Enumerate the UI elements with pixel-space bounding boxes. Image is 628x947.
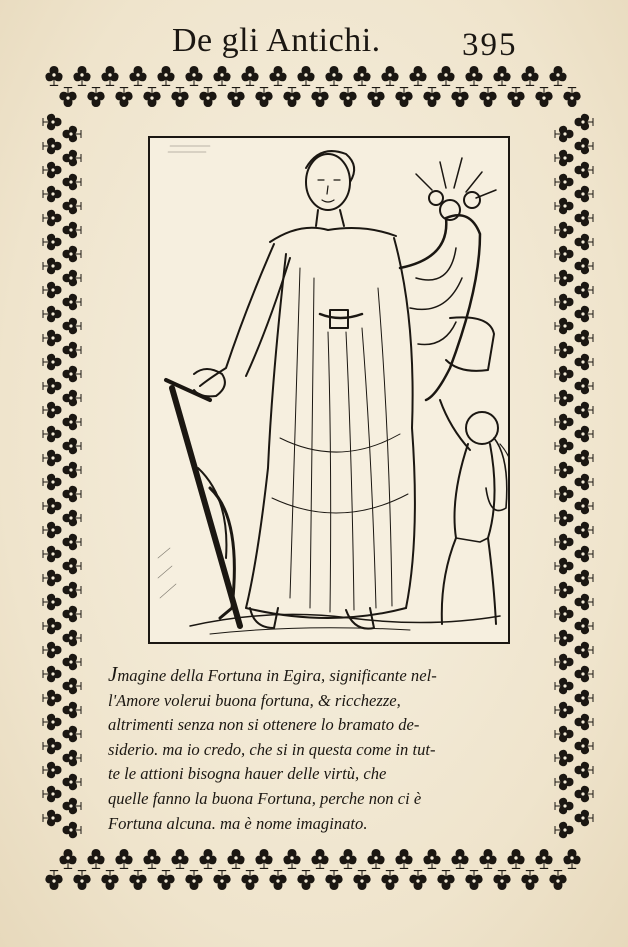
fleuron-icon <box>43 522 61 537</box>
fleuron-icon <box>63 750 81 765</box>
fleuron-icon <box>63 270 81 285</box>
fleuron-icon <box>63 150 81 165</box>
fleuron-icon <box>575 666 593 681</box>
fleuron-icon <box>63 390 81 405</box>
fleuron-icon <box>555 798 573 813</box>
fleuron-icon <box>494 871 510 890</box>
fleuron-icon <box>74 871 90 890</box>
fleuron-icon <box>575 474 593 489</box>
fleuron-icon <box>494 67 510 86</box>
fleuron-icon <box>575 450 593 465</box>
fleuron-icon <box>326 871 342 890</box>
fleuron-icon <box>60 88 76 107</box>
fleuron-icon <box>43 330 61 345</box>
fleuron-icon <box>43 282 61 297</box>
fleuron-icon <box>424 850 440 869</box>
fleuron-icon <box>452 88 468 107</box>
fleuron-icon <box>522 67 538 86</box>
fleuron-icon <box>396 850 412 869</box>
fleuron-icon <box>116 850 132 869</box>
fleuron-icon <box>43 738 61 753</box>
fleuron-icon <box>46 871 62 890</box>
fleuron-icon <box>43 306 61 321</box>
fleuron-icon <box>63 342 81 357</box>
caption-text <box>108 662 544 836</box>
fleuron-icon <box>228 88 244 107</box>
fleuron-icon <box>575 642 593 657</box>
fleuron-icon <box>575 594 593 609</box>
fleuron-icon <box>555 150 573 165</box>
fleuron-icon <box>312 88 328 107</box>
fleuron-icon <box>130 67 146 86</box>
fleuron-icon <box>63 798 81 813</box>
fleuron-icon <box>575 258 593 273</box>
fleuron-icon <box>396 88 412 107</box>
fleuron-icon <box>43 570 61 585</box>
fleuron-icon <box>43 810 61 825</box>
fleuron-icon <box>228 850 244 869</box>
fleuron-icon <box>63 222 81 237</box>
fleuron-icon <box>242 871 258 890</box>
fleuron-icon <box>555 606 573 621</box>
fleuron-icon <box>466 871 482 890</box>
fleuron-icon <box>555 318 573 333</box>
fleuron-icon <box>158 67 174 86</box>
fleuron-icon <box>43 426 61 441</box>
fleuron-icon <box>172 850 188 869</box>
fleuron-icon <box>63 726 81 741</box>
fleuron-icon <box>63 318 81 333</box>
caption-line: siderio. ma io credo, che si in questa come in tut- <box>108 739 436 759</box>
woodcut-illustration <box>148 136 510 644</box>
caption-line: quelle fanno la buona Fortuna, perche non ci è <box>108 788 422 808</box>
fleuron-icon <box>575 378 593 393</box>
fleuron-icon <box>564 850 580 869</box>
fleuron-icon <box>43 450 61 465</box>
fleuron-icon <box>43 546 61 561</box>
fleuron-icon <box>575 306 593 321</box>
fleuron-icon <box>368 850 384 869</box>
fleuron-icon <box>298 871 314 890</box>
fleuron-icon <box>550 871 566 890</box>
fleuron-icon <box>555 702 573 717</box>
fleuron-icon <box>382 67 398 86</box>
fleuron-icon <box>555 390 573 405</box>
fleuron-icon <box>555 822 573 837</box>
fleuron-icon <box>74 67 90 86</box>
fleuron-icon <box>575 810 593 825</box>
fleuron-icon <box>466 67 482 86</box>
fleuron-icon <box>575 402 593 417</box>
fleuron-icon <box>43 474 61 489</box>
fleuron-icon <box>555 654 573 669</box>
fleuron-icon <box>575 426 593 441</box>
fleuron-icon <box>368 88 384 107</box>
fleuron-icon <box>555 366 573 381</box>
fleuron-icon <box>340 850 356 869</box>
fleuron-icon <box>43 642 61 657</box>
fleuron-icon <box>555 750 573 765</box>
page-number: 395 <box>462 27 518 63</box>
fleuron-icon <box>43 498 61 513</box>
fleuron-icon <box>326 67 342 86</box>
fortune-figure-icon <box>150 138 508 642</box>
fleuron-icon <box>214 67 230 86</box>
fleuron-icon <box>63 198 81 213</box>
fleuron-icon <box>43 402 61 417</box>
fleuron-icon <box>102 871 118 890</box>
fleuron-icon <box>186 871 202 890</box>
fleuron-icon <box>270 67 286 86</box>
fleuron-icon <box>575 570 593 585</box>
fleuron-icon <box>43 786 61 801</box>
fleuron-icon <box>575 330 593 345</box>
fleuron-icon <box>564 88 580 107</box>
fleuron-icon <box>508 88 524 107</box>
fleuron-icon <box>284 88 300 107</box>
fleuron-icon <box>63 654 81 669</box>
fleuron-icon <box>60 850 76 869</box>
fleuron-icon <box>555 510 573 525</box>
fleuron-icon <box>43 714 61 729</box>
fleuron-icon <box>438 67 454 86</box>
fleuron-icon <box>46 67 62 86</box>
fleuron-icon <box>480 850 496 869</box>
caption-line: Fortuna alcuna. ma è nome imaginato. <box>108 813 368 833</box>
fleuron-icon <box>63 438 81 453</box>
fleuron-icon <box>452 850 468 869</box>
fleuron-icon <box>522 871 538 890</box>
fleuron-icon <box>43 618 61 633</box>
fleuron-icon <box>256 850 272 869</box>
fleuron-icon <box>555 582 573 597</box>
fleuron-icon <box>424 88 440 107</box>
fleuron-icon <box>555 774 573 789</box>
fleuron-icon <box>200 88 216 107</box>
fleuron-icon <box>63 126 81 141</box>
fleuron-icon <box>312 850 328 869</box>
fleuron-icon <box>63 414 81 429</box>
fleuron-icon <box>63 174 81 189</box>
fleuron-icon <box>575 138 593 153</box>
fleuron-icon <box>382 871 398 890</box>
fleuron-icon <box>242 67 258 86</box>
fleuron-icon <box>43 114 61 129</box>
fleuron-icon <box>63 294 81 309</box>
fleuron-icon <box>63 366 81 381</box>
fleuron-icon <box>555 414 573 429</box>
fleuron-icon <box>555 462 573 477</box>
fleuron-icon <box>43 762 61 777</box>
fleuron-icon <box>63 510 81 525</box>
fleuron-icon <box>270 871 286 890</box>
fleuron-icon <box>575 738 593 753</box>
fleuron-icon <box>63 462 81 477</box>
fleuron-icon <box>575 162 593 177</box>
fleuron-icon <box>88 88 104 107</box>
fleuron-icon <box>555 438 573 453</box>
caption-line: l'Amore volerui buona fortuna, & ricchezze, <box>108 690 401 710</box>
fleuron-icon <box>575 618 593 633</box>
fleuron-icon <box>575 186 593 201</box>
fleuron-icon <box>63 582 81 597</box>
fleuron-icon <box>508 850 524 869</box>
fleuron-icon <box>555 678 573 693</box>
fleuron-icon <box>575 282 593 297</box>
fleuron-icon <box>43 138 61 153</box>
fleuron-icon <box>63 534 81 549</box>
caption-line: te le attioni bisogna hauer delle virtù, che <box>108 764 387 784</box>
fleuron-icon <box>63 702 81 717</box>
fleuron-icon <box>536 850 552 869</box>
fleuron-icon <box>43 378 61 393</box>
fleuron-icon <box>438 871 454 890</box>
fleuron-icon <box>102 67 118 86</box>
fleuron-icon <box>63 630 81 645</box>
fleuron-icon <box>340 88 356 107</box>
fleuron-icon <box>284 850 300 869</box>
fleuron-icon <box>63 678 81 693</box>
fleuron-icon <box>555 294 573 309</box>
fleuron-icon <box>43 234 61 249</box>
fleuron-icon <box>575 114 593 129</box>
fleuron-icon <box>43 354 61 369</box>
fleuron-icon <box>536 88 552 107</box>
running-title: De gli Antichi. <box>172 22 381 59</box>
fleuron-icon <box>43 186 61 201</box>
fleuron-icon <box>144 88 160 107</box>
fleuron-icon <box>200 850 216 869</box>
fleuron-icon <box>63 558 81 573</box>
fleuron-icon <box>550 67 566 86</box>
fleuron-icon <box>63 774 81 789</box>
fleuron-icon <box>555 126 573 141</box>
fleuron-icon <box>43 258 61 273</box>
fleuron-icon <box>575 522 593 537</box>
fleuron-icon <box>575 690 593 705</box>
fleuron-icon <box>354 67 370 86</box>
fleuron-icon <box>575 210 593 225</box>
fleuron-icon <box>410 871 426 890</box>
fleuron-icon <box>130 871 146 890</box>
fleuron-icon <box>43 210 61 225</box>
fleuron-icon <box>43 690 61 705</box>
fleuron-icon <box>575 546 593 561</box>
fleuron-icon <box>88 850 104 869</box>
fleuron-icon <box>575 762 593 777</box>
fleuron-icon <box>555 558 573 573</box>
fleuron-icon <box>555 174 573 189</box>
fleuron-icon <box>480 88 496 107</box>
fleuron-icon <box>43 162 61 177</box>
fleuron-icon <box>555 630 573 645</box>
fleuron-icon <box>116 88 132 107</box>
fleuron-icon <box>555 222 573 237</box>
fleuron-icon <box>555 486 573 501</box>
fleuron-icon <box>43 594 61 609</box>
fleuron-icon <box>555 534 573 549</box>
fleuron-icon <box>214 871 230 890</box>
fleuron-icon <box>575 498 593 513</box>
page-header <box>0 22 628 70</box>
caption-line: Jmagine della Fortuna in Egira, significante nel- <box>108 662 437 686</box>
fleuron-icon <box>410 67 426 86</box>
fleuron-icon <box>555 342 573 357</box>
fleuron-icon <box>63 606 81 621</box>
fleuron-icon <box>555 726 573 741</box>
fleuron-icon <box>63 486 81 501</box>
fleuron-icon <box>144 850 160 869</box>
fleuron-icon <box>575 714 593 729</box>
fleuron-icon <box>172 88 188 107</box>
fleuron-icon <box>186 67 202 86</box>
fleuron-icon <box>63 822 81 837</box>
fleuron-icon <box>63 246 81 261</box>
fleuron-icon <box>43 666 61 681</box>
fleuron-icon <box>575 354 593 369</box>
fleuron-icon <box>158 871 174 890</box>
fleuron-icon <box>575 234 593 249</box>
fleuron-icon <box>555 246 573 261</box>
fleuron-icon <box>575 786 593 801</box>
fleuron-icon <box>354 871 370 890</box>
caption-line: altrimenti senza non si ottenere lo bramato de- <box>108 715 420 735</box>
fleuron-icon <box>256 88 272 107</box>
fleuron-icon <box>555 198 573 213</box>
fleuron-icon <box>298 67 314 86</box>
fleuron-icon <box>555 270 573 285</box>
